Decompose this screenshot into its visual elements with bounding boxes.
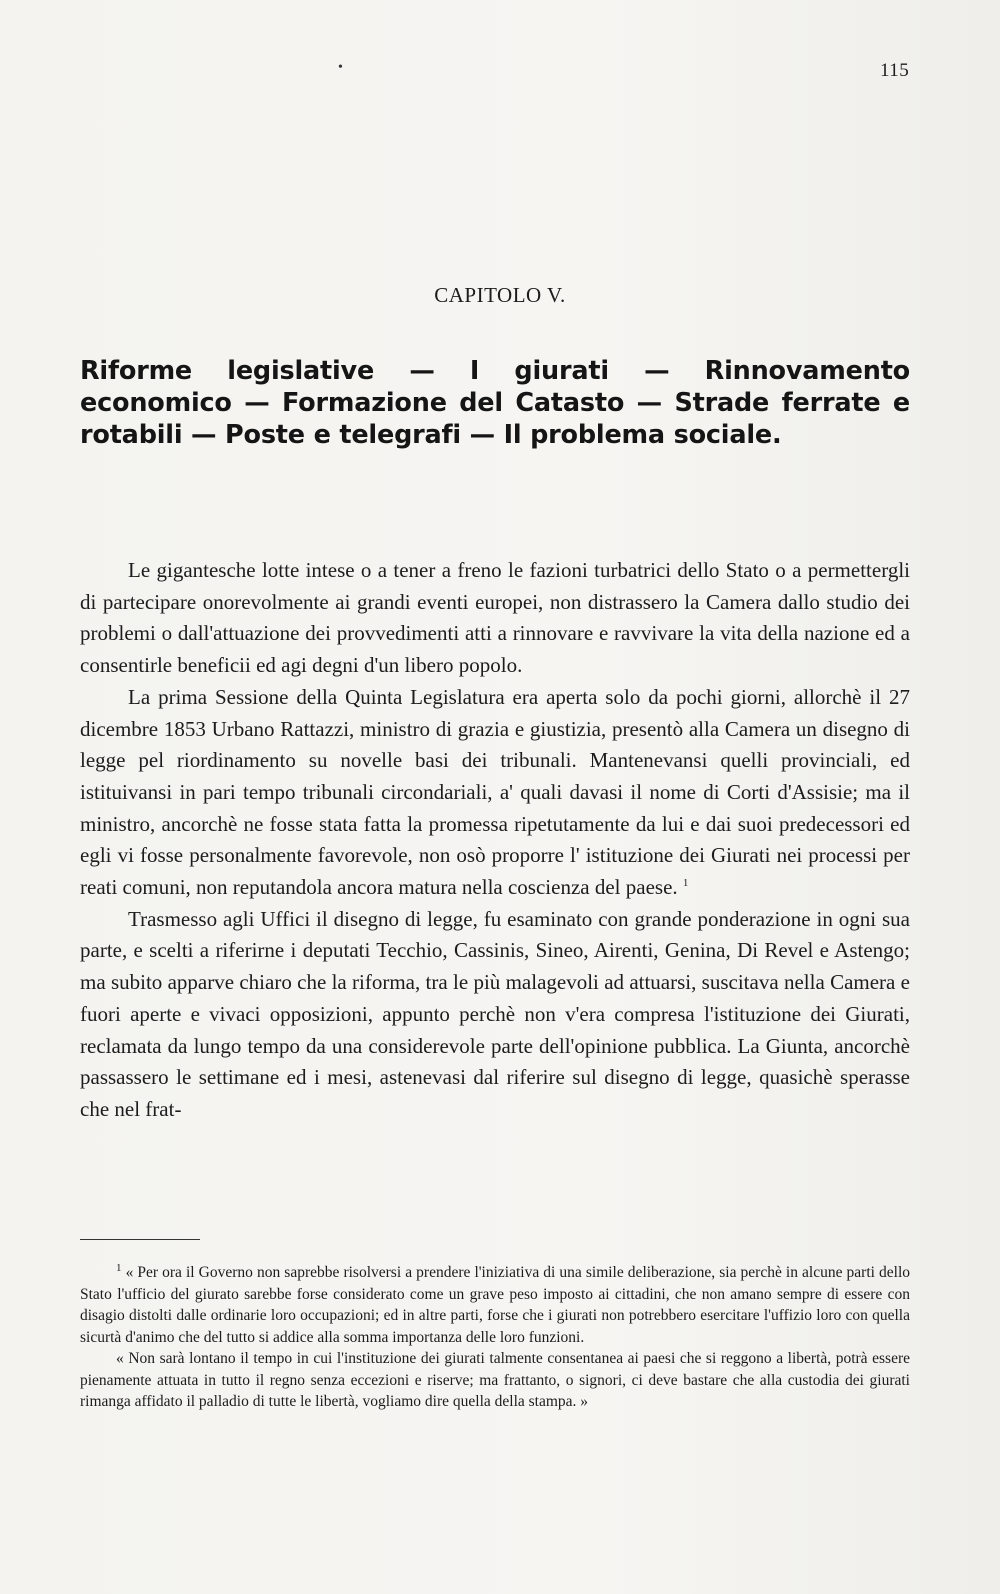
body-paragraph: Le gigantesche lotte intese o a tener a freno le fazioni turbatrici dello Stato o a permettergli di partecipare onorevolmente ai grandi eventi europei, non distrassero la Camera dallo studio dei problemi o dall'attuazione dei provvedimenti atti a rinnovare e ravvivare la vita della nazione ed a consentirle beneficii ed agi degni d'un libero popolo. xyxy=(80,558,910,678)
footnote-separator xyxy=(80,1239,200,1240)
chapter-heading: Riforme legislative — I giurati — Rinnovamento economico — Formazione del Catasto — Strade ferrate e rotabili — Poste e telegrafi — Il problema sociale. xyxy=(80,356,910,450)
body-paragraph xyxy=(80,682,910,904)
footnotes xyxy=(80,1262,910,1413)
footnote-paragraph: « Non sarà lontano il tempo in cui l'instituzione dei giurati talmente consentanea ai paesi che si reggono a libertà, potrà essere pienamente attuata in tutto il regno senza eccezioni e riserve; ma frattanto, o signori, ci deve bastare che alla custodia dei giurati rimanga affidato il palladio di tutte le libertà, vogliamo dire quella della stampa. » xyxy=(80,1350,910,1410)
footnote-reference: 1 xyxy=(682,877,689,890)
page-number: 115 xyxy=(880,60,910,81)
footnote-marker: 1 xyxy=(116,1261,122,1274)
footnote-text: « Per ora il Governo non saprebbe risolversi a prendere l'iniziativa di una simile deliberazione, sia perchè in alcune parti dello Stato l'ufficio del giurato sarebbe forse considerato come un grave peso imposto ai cittadini, che non amano sempre di essere con disagio distolti dalle ordinarie loro occupazioni; ed in altre parti, forse che i giurati non potrebbero esercitare l'uffizio loro con quella sicurtà d'animo che del tutto si addice alla somma importanza delle loro funzioni. xyxy=(80,1264,911,1346)
printer-mark: • xyxy=(338,60,343,75)
body-text xyxy=(80,555,910,1126)
footnote-paragraph xyxy=(80,1262,910,1348)
body-paragraph: Trasmesso agli Uffici il disegno di legge, fu esaminato con grande ponderazione in ogni sua parte, e scelti a riferirne i deputati Tecchio, Cassinis, Sineo, Airenti, Genina, Di Revel e Astengo; ma subito apparve chiaro che la riforma, tra le più malagevoli ad attuarsi, suscitava nella Camera e fuori aperte e vivaci opposizioni, appunto perchè non v'era compresa l'istituzione dei Giurati, reclamata da lungo tempo da una considerevole parte dell'opinione pubblica. La Giunta, ancorchè passassero le settimane ed i mesi, astenevasi dal riferire sul disegno di legge, quasichè sperasse che nel frat- xyxy=(80,906,910,1121)
body-paragraph-text: La prima Sessione della Quinta Legislatura era aperta solo da pochi giorni, allorchè il 27 dicembre 1853 Urbano Rattazzi, ministro di grazia e giustizia, presentò alla Camera un disegno di legge pel riordinamento su novelle basi dei tribunali. Mantenevansi quelli provinciali, ed istituivansi in pari tempo tribunali circondariali, a' quali davasi il nome di Corti d'Assisie; ma il ministro, ancorchè ne fosse stata fatta la promessa ripetutamente da lui e dai suoi predecessori ed egli vi fosse personalmente favorevole, non osò proporre l' istituzione dei Giurati nei processi per reati comuni, non reputandola ancora matura nella coscienza del paese. xyxy=(80,684,910,900)
chapter-label: CAPITOLO V. xyxy=(434,283,566,307)
